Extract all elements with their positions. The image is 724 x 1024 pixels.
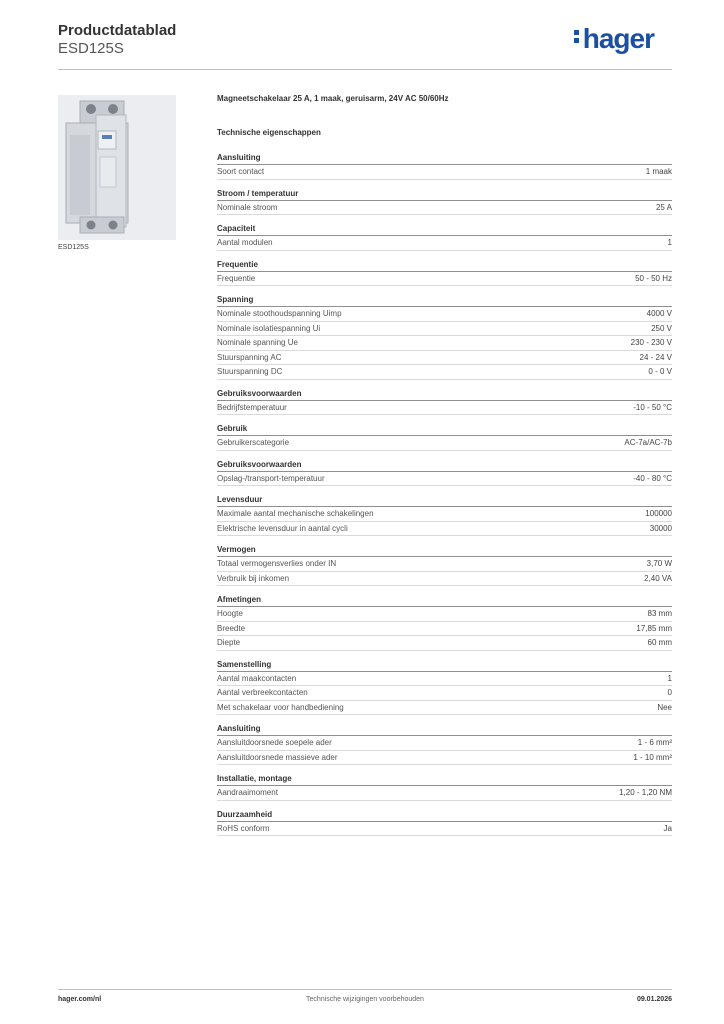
footer-divider bbox=[58, 989, 672, 990]
spec-value: 2,40 VA bbox=[644, 573, 672, 583]
spec-label: Nominale isolatiespanning Ui bbox=[217, 323, 321, 333]
spec-label: Gebruikerscategorie bbox=[217, 438, 290, 447]
spec-label: Nominale stoothoudspanning Uimp bbox=[217, 309, 342, 318]
spec-group bbox=[217, 188, 672, 216]
spec-label: Diepte bbox=[217, 638, 241, 647]
spec-row bbox=[217, 472, 672, 487]
spec-group-title: Gebruik bbox=[217, 423, 672, 436]
spec-group bbox=[217, 223, 672, 251]
spec-value: 30000 bbox=[649, 523, 672, 533]
spec-group-title: Spanning bbox=[217, 294, 672, 307]
spec-row bbox=[217, 351, 672, 366]
spec-label: Aansluitdoorsnede soepele ader bbox=[217, 738, 332, 747]
spec-row bbox=[217, 236, 672, 251]
spec-label: Aandraaimoment bbox=[217, 788, 278, 797]
spec-group-title: Capaciteit bbox=[217, 223, 672, 236]
spec-value: 4000 V bbox=[646, 309, 672, 318]
spec-row bbox=[217, 686, 672, 701]
spec-group bbox=[217, 723, 672, 765]
spec-group bbox=[217, 294, 672, 380]
spec-label: Maximale aantal mechanische schakelingen bbox=[217, 509, 374, 518]
spec-label: Soort contact bbox=[217, 167, 265, 176]
footer-disclaimer: Technische wijzigingen voorbehouden bbox=[306, 996, 424, 1003]
product-code: ESD125S bbox=[58, 40, 124, 57]
spec-row bbox=[217, 822, 672, 837]
spec-groups bbox=[217, 152, 672, 836]
specifications-section bbox=[217, 94, 672, 844]
logo-text: hager bbox=[582, 23, 654, 54]
spec-group-title: Aansluiting bbox=[217, 152, 672, 165]
spec-label: Aantal maakcontacten bbox=[217, 673, 297, 683]
spec-value: Ja bbox=[663, 823, 672, 833]
spec-value: 230 - 230 V bbox=[630, 338, 672, 347]
spec-label: Frequentie bbox=[217, 273, 256, 283]
spec-group bbox=[217, 259, 672, 287]
spec-value: 1 bbox=[667, 673, 672, 683]
spec-label: Stuurspanning AC bbox=[217, 352, 282, 362]
spec-value: 1,20 - 1,20 NM bbox=[619, 788, 672, 797]
spec-group-title: Duurzaamheid bbox=[217, 809, 672, 822]
spec-group bbox=[217, 544, 672, 586]
spec-label: Bedrijfstemperatuur bbox=[217, 402, 287, 412]
spec-row bbox=[217, 751, 672, 766]
spec-value: 1 - 10 mm² bbox=[633, 752, 672, 762]
spec-row bbox=[217, 636, 672, 651]
spec-group bbox=[217, 388, 672, 416]
spec-group-title: Vermogen bbox=[217, 544, 672, 557]
spec-row bbox=[217, 557, 672, 572]
spec-value: AC-7a/AC-7b bbox=[624, 438, 672, 447]
spec-group bbox=[217, 423, 672, 451]
product-image-caption: ESD125S bbox=[58, 244, 89, 251]
spec-row bbox=[217, 201, 672, 216]
spec-group bbox=[217, 152, 672, 180]
spec-value: 0 bbox=[667, 688, 672, 697]
spec-group-title: Stroom / temperatuur bbox=[217, 188, 672, 201]
spec-value: 60 mm bbox=[647, 638, 672, 647]
spec-value: -40 - 80 °C bbox=[633, 473, 672, 483]
spec-row bbox=[217, 401, 672, 416]
spec-label: Aantal modulen bbox=[217, 238, 273, 247]
spec-label: Opslag-/transport-temperatuur bbox=[217, 473, 325, 483]
header-divider bbox=[58, 69, 672, 70]
spec-group-title: Aansluiting bbox=[217, 723, 672, 736]
logo-dots-icon bbox=[574, 27, 580, 46]
spec-value: Nee bbox=[657, 702, 672, 712]
spec-label: Stuurspanning DC bbox=[217, 367, 283, 376]
contactor-device-icon bbox=[58, 95, 176, 240]
spec-row bbox=[217, 572, 672, 587]
document-title: Productdatablad bbox=[58, 22, 177, 39]
spec-row bbox=[217, 436, 672, 451]
spec-label: Aansluitdoorsnede massieve ader bbox=[217, 752, 338, 762]
product-description: Magneetschakelaar 25 A, 1 maak, geruisarm, 24V AC 50/60Hz bbox=[217, 94, 449, 103]
spec-value: 1 maak bbox=[645, 167, 672, 176]
spec-row bbox=[217, 507, 672, 522]
spec-group bbox=[217, 459, 672, 487]
spec-row bbox=[217, 272, 672, 287]
spec-group bbox=[217, 773, 672, 801]
hager-logo bbox=[574, 22, 654, 56]
spec-value: 3,70 W bbox=[646, 559, 672, 568]
spec-group-title: Gebruiksvoorwaarden bbox=[217, 459, 672, 472]
spec-label: Elektrische levensduur in aantal cycli bbox=[217, 523, 348, 533]
spec-group-title: Samenstelling bbox=[217, 659, 672, 672]
spec-group bbox=[217, 494, 672, 536]
footer-website-link[interactable]: hager.com/nl bbox=[58, 996, 102, 1003]
spec-value: 83 mm bbox=[647, 609, 672, 618]
spec-row bbox=[217, 622, 672, 637]
spec-value: 24 - 24 V bbox=[639, 352, 672, 362]
spec-value: 25 A bbox=[655, 202, 672, 212]
spec-value: 1 bbox=[667, 238, 672, 247]
spec-row bbox=[217, 336, 672, 351]
spec-row bbox=[217, 672, 672, 687]
spec-group bbox=[217, 594, 672, 651]
spec-group-title: Installatie, montage bbox=[217, 773, 672, 786]
spec-label: Totaal vermogensverlies onder IN bbox=[217, 559, 337, 568]
spec-group-title: Afmetingen bbox=[217, 594, 672, 607]
spec-value: 100000 bbox=[645, 509, 672, 518]
product-image bbox=[58, 95, 176, 240]
footer-date: 09.01.2026 bbox=[636, 996, 672, 1003]
spec-value: 250 V bbox=[651, 323, 672, 333]
spec-label: Nominale stroom bbox=[217, 202, 278, 212]
spec-label: RoHS conform bbox=[217, 823, 270, 833]
spec-value: 1 - 6 mm² bbox=[637, 738, 672, 747]
spec-value: 17,85 mm bbox=[636, 623, 672, 633]
spec-group bbox=[217, 809, 672, 837]
spec-value: 50 - 50 Hz bbox=[635, 273, 672, 283]
spec-row bbox=[217, 365, 672, 380]
specs-heading: Technische eigenschappen bbox=[217, 128, 321, 137]
spec-row bbox=[217, 165, 672, 180]
document-header bbox=[58, 22, 672, 68]
spec-group bbox=[217, 659, 672, 716]
spec-label: Hoogte bbox=[217, 609, 243, 618]
spec-row bbox=[217, 322, 672, 337]
spec-label: Verbruik bij inkomen bbox=[217, 573, 290, 583]
spec-label: Nominale spanning Ue bbox=[217, 338, 298, 347]
spec-row bbox=[217, 607, 672, 622]
spec-label: Breedte bbox=[217, 623, 246, 633]
spec-row bbox=[217, 701, 672, 716]
spec-group-title: Frequentie bbox=[217, 259, 672, 272]
spec-value: 0 - 0 V bbox=[648, 367, 672, 376]
spec-group-title: Levensduur bbox=[217, 494, 672, 507]
spec-group-title: Gebruiksvoorwaarden bbox=[217, 388, 672, 401]
spec-row bbox=[217, 307, 672, 322]
spec-label: Aantal verbreekcontacten bbox=[217, 688, 308, 697]
spec-row bbox=[217, 786, 672, 801]
spec-label: Met schakelaar voor handbediening bbox=[217, 702, 344, 712]
spec-value: -10 - 50 °C bbox=[633, 402, 672, 412]
spec-row bbox=[217, 736, 672, 751]
spec-row bbox=[217, 522, 672, 537]
